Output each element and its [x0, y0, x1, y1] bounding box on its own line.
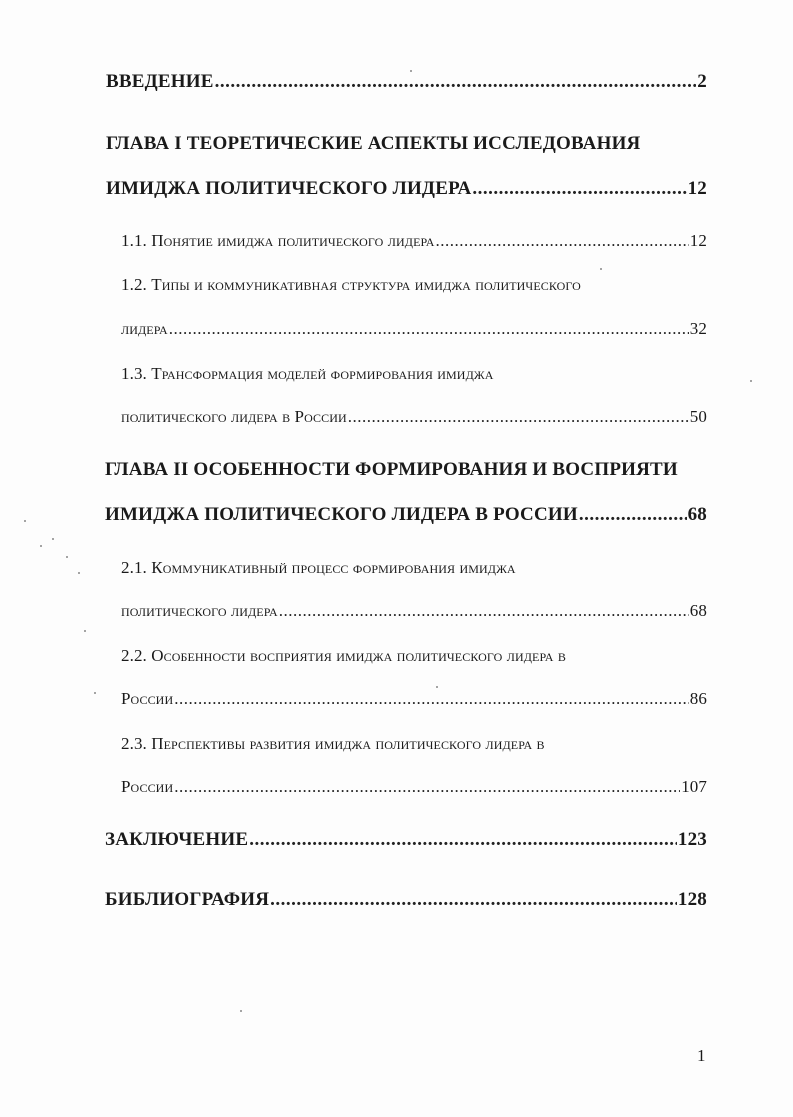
toc-entry-introduction: [106, 71, 707, 93]
section-2-1-title-line2: политического лидера: [121, 601, 278, 620]
chapter2-title-line1: ГЛАВА II ОСОБЕННОСТИ ФОРМИРОВАНИЯ И ВОСПРИЯТИ: [105, 459, 678, 480]
introduction-label: ВВЕДЕНИЕ: [106, 71, 214, 92]
section-2-3-title-line2: России: [121, 777, 174, 796]
introduction-page: 2: [697, 71, 707, 92]
dot-leader: [169, 319, 689, 339]
section-2-2-page: 86: [689, 689, 707, 708]
dot-leader: [215, 71, 697, 93]
toc-entry-chapter1: [106, 178, 707, 200]
dot-leader: [436, 231, 689, 251]
scan-speck: [84, 630, 86, 632]
dot-leader: [270, 889, 677, 911]
section-1-2-page: 32: [689, 319, 707, 338]
section-2-2-title-line2: России: [121, 689, 174, 708]
bibliography-page: 128: [677, 889, 707, 910]
dot-leader: [174, 689, 689, 709]
section-1-3-title-line2: политического лидера в России: [121, 407, 347, 426]
toc-entry-section-1-3: [121, 407, 707, 427]
scan-speck: [40, 545, 42, 547]
toc-entry-chapter2: [105, 504, 707, 526]
toc-entry-section-2-2: [121, 689, 707, 709]
toc-entry-section-2-3: [121, 777, 707, 797]
scan-speck: [66, 556, 68, 558]
scan-speck: [750, 380, 752, 382]
page-number: 1: [697, 1046, 706, 1065]
section-2-1-title-line1: 2.1. Коммуникативный процесс формирования имиджа: [121, 558, 516, 577]
section-1-1-title: 1.1. Понятие имиджа политического лидера: [121, 231, 435, 250]
section-2-1-page: 68: [689, 601, 707, 620]
scan-speck: [78, 572, 80, 574]
dot-leader: [579, 504, 687, 526]
scan-speck: [410, 70, 412, 72]
dot-leader: [279, 601, 689, 621]
section-1-3-page: 50: [689, 407, 707, 426]
scan-speck: [24, 520, 26, 522]
dot-leader: [174, 777, 680, 797]
conclusion-page: 123: [677, 829, 707, 850]
scan-speck: [52, 538, 54, 540]
scan-speck: [600, 268, 602, 270]
chapter1-page: 12: [687, 178, 707, 199]
section-1-1-page: 12: [689, 231, 707, 250]
section-1-2-title-line2: лидера: [121, 319, 168, 338]
toc-entry-section-1-1: [121, 231, 707, 251]
section-2-3-page: 107: [681, 777, 707, 796]
scan-speck: [240, 1010, 242, 1012]
scan-speck: [436, 686, 438, 688]
conclusion-label: ЗАКЛЮЧЕНИЕ: [105, 829, 249, 850]
chapter1-title-line2: ИМИДЖА ПОЛИТИЧЕСКОГО ЛИДЕРА: [106, 178, 472, 199]
chapter1-title-line1: ГЛАВА I ТЕОРЕТИЧЕСКИЕ АСПЕКТЫ ИССЛЕДОВАНИЯ: [106, 133, 641, 154]
section-1-2-title-line1: 1.2. Типы и коммуникативная структура имиджа политического: [121, 275, 581, 294]
scan-speck: [94, 692, 96, 694]
dot-leader: [249, 829, 677, 851]
chapter2-title-line2: ИМИДЖА ПОЛИТИЧЕСКОГО ЛИДЕРА В РОССИИ: [105, 504, 578, 525]
toc-entry-section-2-1: [121, 601, 707, 621]
section-2-3-title-line1: 2.3. Перспективы развития имиджа политического лидера в: [121, 734, 545, 753]
dot-leader: [348, 407, 689, 427]
toc-entry-section-1-2: [121, 319, 707, 339]
chapter2-page: 68: [687, 504, 707, 525]
section-1-3-title-line1: 1.3. Трансформация моделей формирования имиджа: [121, 364, 494, 383]
dot-leader: [472, 178, 686, 200]
bibliography-label: БИБЛИОГРАФИЯ: [105, 889, 270, 910]
section-2-2-title-line1: 2.2. Особенности восприятия имиджа политического лидера в: [121, 646, 566, 665]
toc-entry-conclusion: [105, 829, 707, 851]
toc-entry-bibliography: [105, 889, 707, 911]
